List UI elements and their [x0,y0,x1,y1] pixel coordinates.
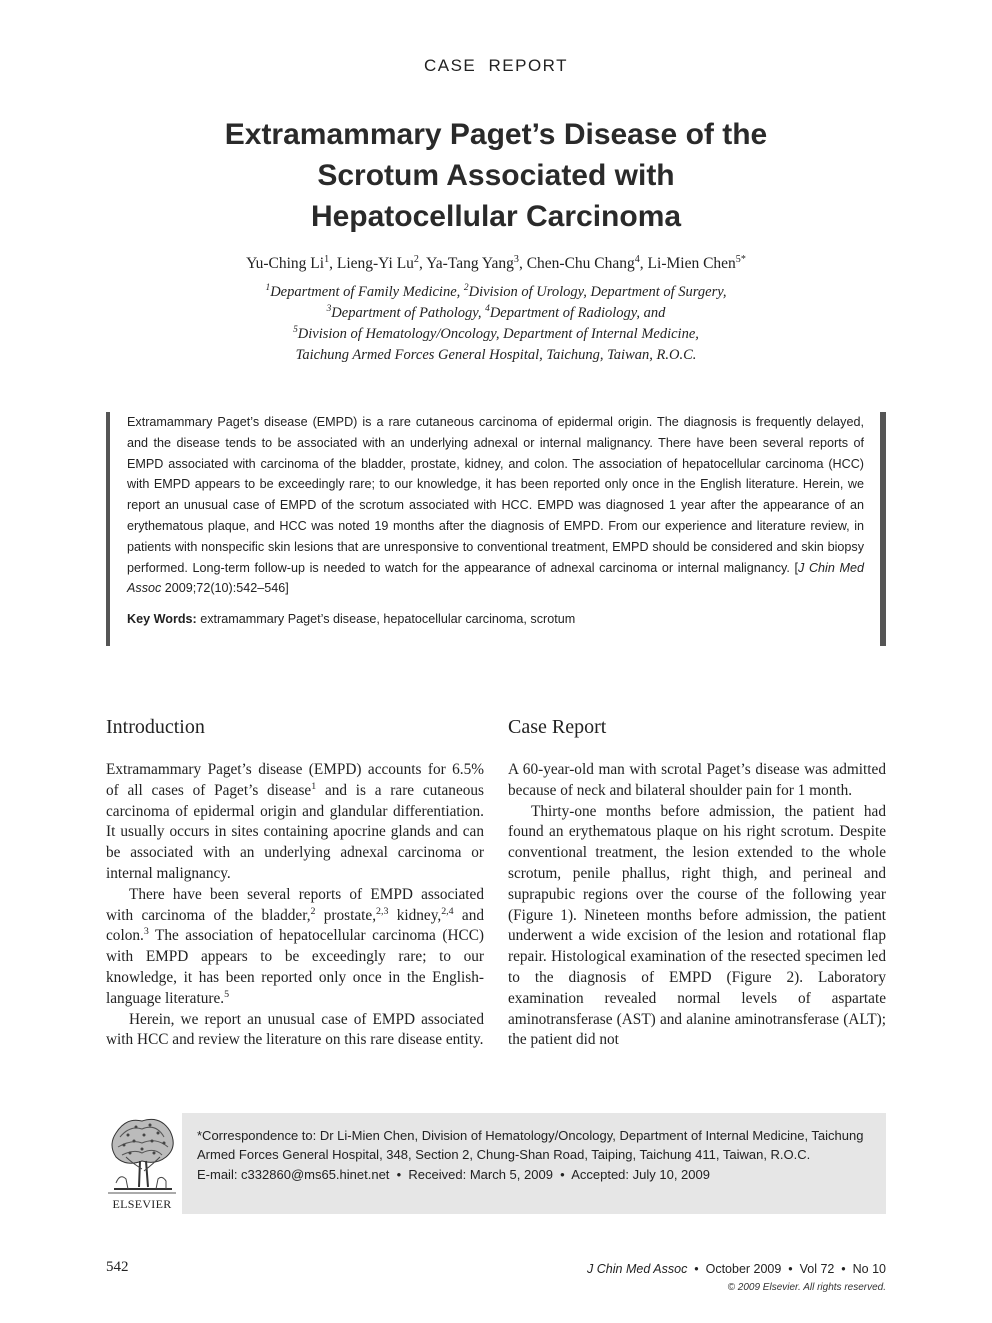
issue-info: • October 2009 • Vol 72 • No 10 [687,1262,886,1276]
author-sup: 1 [324,253,330,265]
title-line-3: Hepatocellular Carcinoma [310,200,682,233]
citation-sup: 5 [224,988,230,1000]
abstract-body: Extramammary Paget’s disease (EMPD) is a rare cutaneous carcinoma of epidermal origin. The diagnosis is frequently delayed, and the disease tends to be associated with an underlying adnexal or internal malignancy. There have been several reports of EMPD associated with carcinoma of the bladder, prostate, kidney, and colon. The association of hepatocellular carcinoma (HCC) with EMPD appears to be exceedingly rare; to our knowledge, it has been reported only once in the English literature. Herein, we report an unusual case of EMPD of the scrotum associated with HCC. EMPD was diagnosed 1 year after the appearance of an erythematous plaque, and HCC was noted 19 months after the diagnosis of EMPD. From our experience and literature review, in patients with nonspecific skin lesions that are unresponsive to conventional treatment, EMPD should be considered and skin biopsy performed. Long-term follow-up is needed to watch for the appearance of adnexal carcinoma or internal malignancy. [ [127,415,864,575]
case-paragraph-1: A 60-year-old man with scrotal Paget’s disease was admitted because of neck and bilateral shoulder pain for 1 month. [508,761,886,799]
correspondence-box [182,1113,886,1214]
citation-sup: 3 [143,926,149,938]
publisher-name: ELSEVIER [112,1197,172,1211]
journal-name: J Chin Med Assoc [587,1262,688,1276]
citation-journal: J Chin Med Assoc [127,560,864,596]
case-paragraph-2: Thirty-one months before admission, the patient had found an erythematous plaque on his right scrotum. Despite conventional treatment, the lesion extended to the whole scrotum, penile phallus, right thigh, and perineal and suprapubic regions over the course of the following year (Figure 1). Nineteen months before admission, the patient underwent a wide excision of the lesion and rotational flap repair. Histological examination of the resected specimen led to the diagnosis of EMPD (Figure 2). Laboratory examination revealed normal levels of aspartate aminotransferase (AST) and alanine aminotransferase (ALT); the patient did not [508,802,886,1049]
affil-sup: 4 [485,304,490,315]
article-title [150,114,842,237]
affiliation-line [0,324,992,345]
text-run: prostate, [315,906,377,924]
author-name: Lieng-Yi Lu [336,255,414,272]
text-run: Extramammary Paget’s disease (EMPD) accounts for 6.5% of all cases of Paget’s disease [106,761,484,799]
text-run: and is a rare cutaneous carcinoma of epidermal origin and glandular differentiation. It usually occurs in sites containing apocrine glands and can be associated with an underlying adnexal carcinoma or internal malignancy. [106,781,484,882]
text-run: kidney, [388,906,442,924]
section-label: CASE REPORT [423,56,569,75]
author-name: Chen-Chu Chang [526,255,635,272]
title-line-1: Extramammary Paget’s Disease of the [224,118,768,151]
author-sup: 4 [634,253,640,265]
author-name: Yu-Ching Li [246,255,325,272]
abstract-text [127,412,864,599]
case-report-column [508,716,886,1051]
copyright: © 2009 Elsevier. All rights reserved. [727,1282,886,1293]
author-name: Ya-Tang Yang [426,255,514,272]
correspondence-text: *Correspondence to: Dr Li-Mien Chen, Division of Hematology/Oncology, Department of Internal Medicine, Taichung Armed Forces General Hospital, 348, Section 2, Chung-Shan Road, Taiping, Taichung 411, Taiwan, R.O.C. [197,1128,864,1163]
text-run: The association of hepatocellular carcinoma (HCC) with EMPD appears to be exceedingly rare; to our knowledge, it has been reported only once in the English-language literature. [106,927,484,1007]
journal-info [587,1262,886,1276]
author-sup: 2 [413,253,419,265]
intro-paragraph-2 [106,885,484,1010]
citation-sup: 2,3 [376,905,389,917]
case-report-heading: Case Report [508,716,607,738]
page-number: 542 [106,1259,129,1275]
keywords [127,612,864,626]
keywords-label: Key Words: [127,612,197,627]
elsevier-tree-logo [106,1113,178,1199]
footer-box [106,1113,886,1214]
affiliation-line [0,303,992,324]
abstract-box [106,412,886,646]
keywords-list: extramammary Paget’s disease, hepatocellular carcinoma, scrotum [196,612,576,627]
affil-text: Division of Hematology/Oncology, Department of Internal Medicine, [297,326,699,342]
title-line-2: Scrotum Associated with [317,159,675,192]
affiliation-line [0,282,992,303]
affil-text: Taichung Armed Forces General Hospital, Taichung, Taiwan, R.O.C. [295,347,697,363]
affil-sup: 1 [265,283,271,294]
author-sup: 5* [735,253,746,265]
citation-sup: 1 [311,780,317,792]
affiliations [0,282,992,366]
affil-text: Division of Urology, Department of Surgery, [468,284,727,300]
introduction-heading: Introduction [106,716,205,738]
contact-dates: E-mail: c332860@ms65.hinet.net • Received: March 5, 2009 • Accepted: July 10, 2009 [197,1166,710,1182]
citation-sup: 2 [310,905,316,917]
affil-text: Department of Family Medicine, [270,284,464,300]
author-sup: 3 [513,253,519,265]
citation-details: 2009;72(10):542–546] [161,581,289,596]
introduction-column [106,716,484,1051]
affiliation-line [0,345,992,366]
text-run: There have been several reports of EMPD associated with carcinoma of the bladder, [106,885,484,924]
affil-sup: 3 [326,304,332,315]
affil-text: Department of Pathology, [331,305,486,321]
affil-text: Department of Radiology, and [489,305,666,321]
author-name: Li-Mien Chen [647,255,736,272]
citation-sup: 2,4 [441,905,454,917]
affil-sup: 5 [293,325,298,336]
intro-paragraph-1 [106,760,484,885]
text-run: and colon. [106,906,484,945]
affil-sup: 2 [463,283,469,294]
intro-paragraph-3: Herein, we report an unusual case of EMPD associated with HCC and review the literature on this rare disease entity. [106,1010,484,1049]
author-list: Yu-Ching Li$^1$, Lieng-Yi Lu$^2$, Ya-Tang Yang$^3$, Chen-Chu Chang$^4$, Li-Mien Chen$^{5*}$ [246,253,746,272]
